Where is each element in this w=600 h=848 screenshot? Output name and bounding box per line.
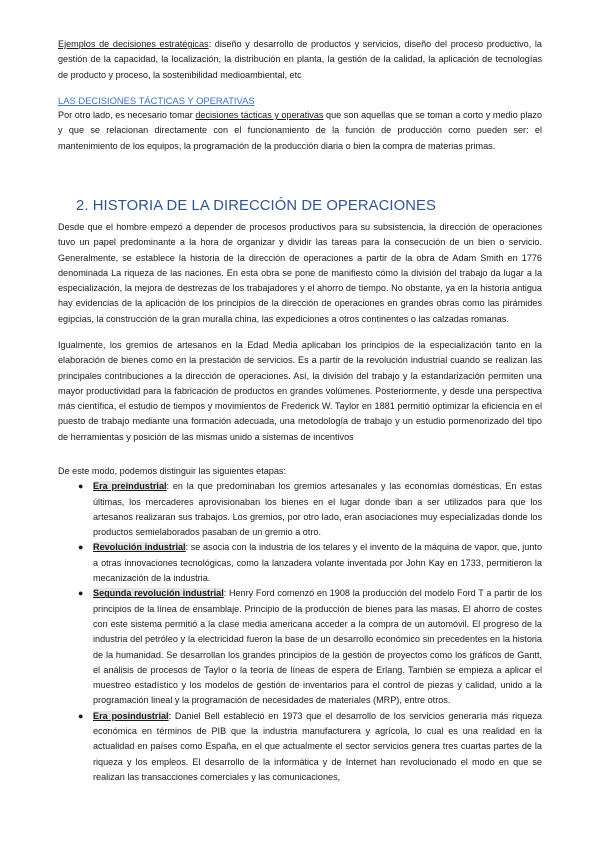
- bullet-icon: ●: [78, 710, 84, 721]
- history-paragraph-1: [58, 220, 542, 327]
- history-text-2: Igualmente, los gremios de artesanos en la Edad Media aplicaban los principios de la especialización tanto en la elaboración de bienes como en la prestación de servicios. Es a partir de la revolución industrial cuando se realizan las principales contribuciones a la dirección de operaciones. Así, la división del trabajo y la estandarización permiten una mayor productividad para la fabricación de productos en grandes volúmenes. Posteriormente, y desde una perspectiva más científica, el estudio de tiempos y movimientos de Frederick W. Taylor en 1881 permitió optimizar la eficiencia en el puesto de trabajo mediante una formación adecuada, una metodología de trabajo y un estudio pormenorizado del tipo de herramientas y posición de las mismas unido a sistemas de incentivos: [58, 340, 542, 442]
- strategic-text: : diseño y desarrollo de productos y servicios, diseño del proceso productivo, la gestión de la capacidad, la localización, la distribución en planta, la gestión de la calidad, la aplicación de tecnologías de producto y proceso, la sostenibilidad medioambiental, etc: [58, 39, 542, 80]
- section-title-block: [58, 197, 542, 215]
- tactical-link: decisiones tácticas y operativas: [195, 110, 324, 120]
- stage-item-postindustrial: [58, 709, 542, 785]
- stage-text: : en la que predominaban los gremios artesanales y las economías domésticas. En estas últimas, los mercaderes aprovisionaban los bienes en el lugar donde iban a ser utilizados para que los artesanos realizaran sus trabajos. Los gremios, por otro lado, eran asociaciones muy especializadas donde los productos semielaborados pasaban de un gremio a otro.: [93, 481, 542, 538]
- stage-term: Revolución industrial: [93, 542, 186, 553]
- strategic-decisions-paragraph: [58, 37, 542, 83]
- strategic-label: Ejemplos de decisiones estratégicas: [58, 39, 209, 49]
- bullet-icon: ●: [78, 542, 84, 553]
- bullet-icon: ●: [78, 588, 84, 599]
- stage-text: : Henry Ford comenzó en 1908 la producción del modelo Ford T a partir de los principios de la línea de ensamblaje. Principio de la producción de bienes para las masas. El ahorro de costes con este sistema permitió a la clase media americana acceder a la compra de un automóvil. El progreso de la industria del petróleo y la electricidad fueron la base de un desarrollo económico sin precedentes en la historia de la humanidad. Se desarrollan los grandes principios de la gestión de proyectos como los gráficos de Gantt, el análisis de procesos de Taylor o la teoría de líneas de espera de Erlang. También se empieza a aplicar el muestreo estadístico y los modelos de gestión de inventarios para el control de piezas y calidad, unido a la programación lineal y la programación de necesidades de materiales (MRP), entre otros.: [93, 588, 542, 706]
- stage-item-second-revolution: [58, 586, 542, 708]
- stage-item-preindustrial: [58, 479, 542, 540]
- stages-section: [58, 464, 542, 785]
- section-title: 2. HISTORIA DE LA DIRECCIÓN DE OPERACIONES: [76, 198, 436, 214]
- tactical-text-before: Por otro lado, es necesario tomar: [58, 110, 196, 120]
- tactical-text-after: que son aquellas que se toman a corto y medio plazo y que se relacionan directamente con el funcionamiento de la función de producción como pueden ser: el mantenimiento de los equipos, la programación de la producción diaria o bien la compra de materias primas.: [58, 110, 542, 151]
- history-paragraph-2: [58, 338, 542, 445]
- stage-term: Segunda revolución industrial: [93, 588, 224, 599]
- bullet-icon: ●: [78, 481, 84, 492]
- stage-term: Era preindustrial: [93, 481, 167, 492]
- stage-text: : se asocia con la industria de los telares y el invento de la máquina de vapor, que, junto a otras innovaciones tecnológicas, como la lanzadera volante inventada por John Kay en 1733, permitieron la mecanización de la industria.: [93, 542, 543, 584]
- stage-term: Era posindustrial: [93, 710, 169, 721]
- stage-text: : Daniel Bell estableció en 1973 que el desarrollo de los servicios generaría más riqueza económica en términos de PIB que la industria manufacturera y agrícola, lo cual es una realidad en la actualidad en países como España, en el que actualmente el sector servicios genera tres cuartas partes de la riqueza y los empleos. El desarrollo de la informática y de Internet han revolucionado el modo en que se realizan las transacciones comerciales y las comunicaciones,: [93, 710, 542, 782]
- stages-intro: De este modo, podemos distinguir las siguientes etapas:: [58, 466, 286, 476]
- tactical-heading: LAS DECISIONES TÁCTICAS Y OPERATIVAS: [58, 95, 255, 106]
- tactical-section: [58, 94, 542, 154]
- history-text-1: Desde que el hombre empezó a depender de procesos productivos para su subsistencia, la dirección de operaciones tuvo un papel predominante a la hora de organizar y dividir las tareas para la consecución de un bien o servicio. Generalmente, se establece la historia de la dirección de operaciones a partir de la obra de Adam Smith en 1776 denominada La riqueza de las naciones. En esta obra se pone de manifiesto cómo la división del trabajo da lugar a la especialización, la mejora de destrezas de los trabajadores y el ahorro de tiempo. No obstante, ya en la historia antigua hay evidencias de la aplicación de los principios de la dirección de operaciones en grandes obras como las pirámides egipcias, la construcción de la gran muralla china, las expediciones a otros continentes o las calzadas romanas.: [58, 222, 542, 324]
- stage-item-industrial-revolution: [58, 540, 542, 586]
- stages-list: [58, 479, 542, 785]
